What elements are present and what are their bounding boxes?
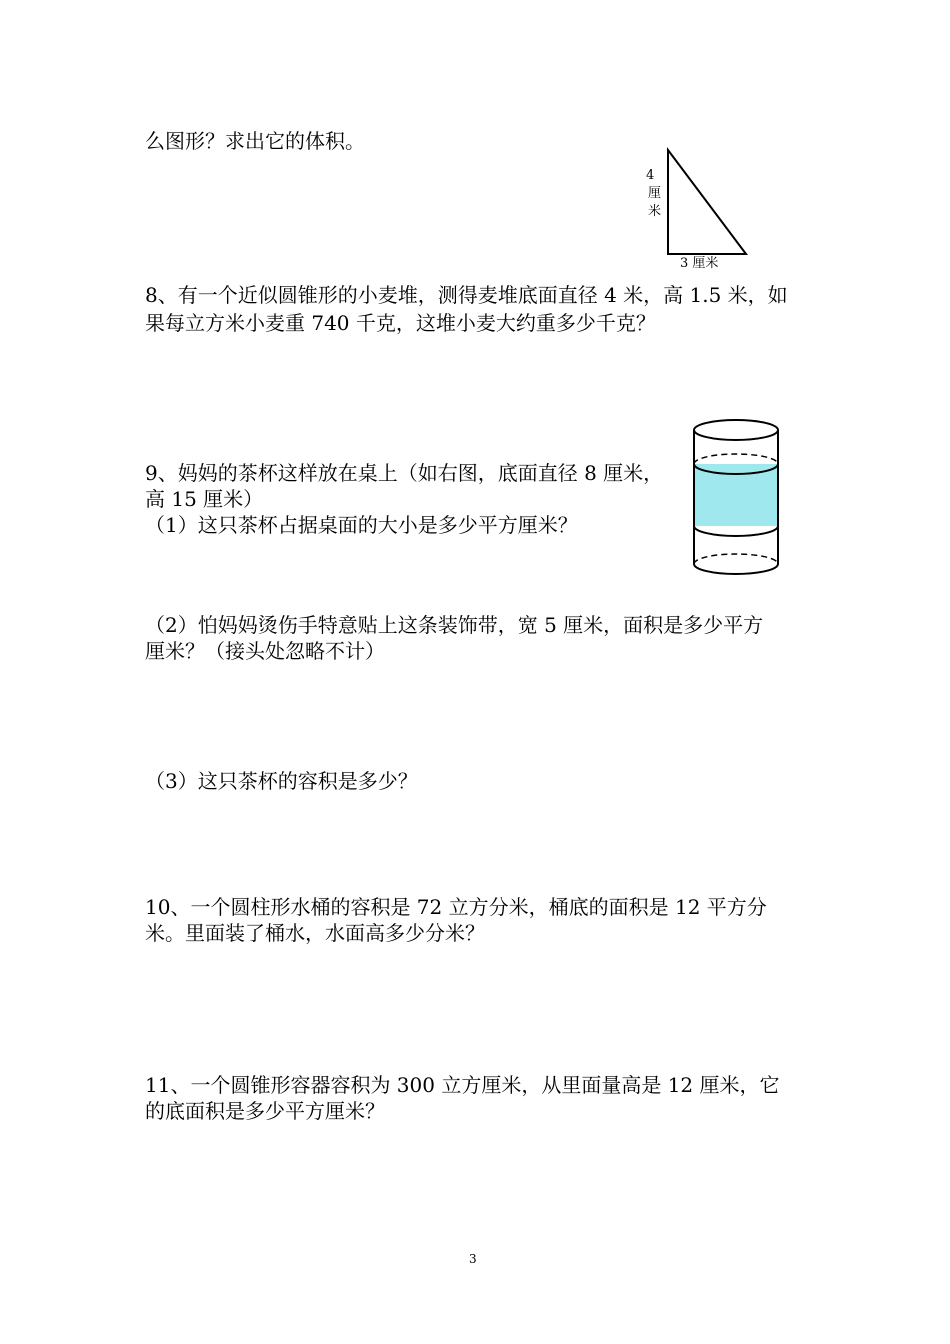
- tea-cup-figure: [688, 412, 788, 582]
- q9-sub-2-line-2: 厘米？（接头处忽略不计）: [145, 639, 385, 663]
- q9-sub-2-line-1: （2）怕妈妈烫伤手特意贴上这条装饰带，宽 5 厘米，面积是多少平方: [145, 613, 764, 637]
- triangle-base-label: 3 厘米: [680, 256, 719, 271]
- cup-bottom-back: [694, 554, 778, 564]
- q11-line-1: 11、一个圆锥形容器容积为 300 立方厘米，从里面量高是 12 厘米，它: [145, 1073, 780, 1097]
- cup-bottom-front: [694, 564, 778, 574]
- q9-sub-3: （3）这只茶杯的容积是多少？: [145, 769, 418, 793]
- q7-text: 么图形？求出它的体积。: [145, 129, 365, 153]
- cup-rim: [694, 420, 778, 440]
- triangle-height-number: 4: [646, 168, 655, 183]
- q9-line-1: 9、妈妈的茶杯这样放在桌上（如右图，底面直径 8 厘米，: [145, 461, 664, 485]
- q9-sub-1: （1）这只茶杯占据桌面的大小是多少平方厘米？: [145, 513, 578, 537]
- q11-line-2: 的底面积是多少平方厘米？: [145, 1099, 385, 1123]
- page-number: 3: [469, 1252, 477, 1266]
- triangle-height-unit-2: 米: [648, 204, 662, 219]
- band-top-back: [694, 454, 778, 464]
- q10-line-2: 米。里面装了桶水，水面高多少分米？: [145, 921, 485, 945]
- q8-line-2: 果每立方米小麦重 740 千克，这堆小麦大约重多少千克？: [145, 311, 656, 335]
- triangle-height-unit-1: 厘: [648, 186, 662, 201]
- q9-line-2: 高 15 厘米）: [145, 487, 264, 511]
- q8-line-1: 8、有一个近似圆锥形的小麦堆，测得麦堆底面直径 4 米，高 1.5 米，如: [145, 283, 788, 307]
- band-bottom-front: [694, 526, 778, 536]
- q10-line-1: 10、一个圆柱形水桶的容积是 72 立方分米，桶底的面积是 12 平方分: [145, 895, 767, 919]
- triangle-shape: [668, 150, 746, 254]
